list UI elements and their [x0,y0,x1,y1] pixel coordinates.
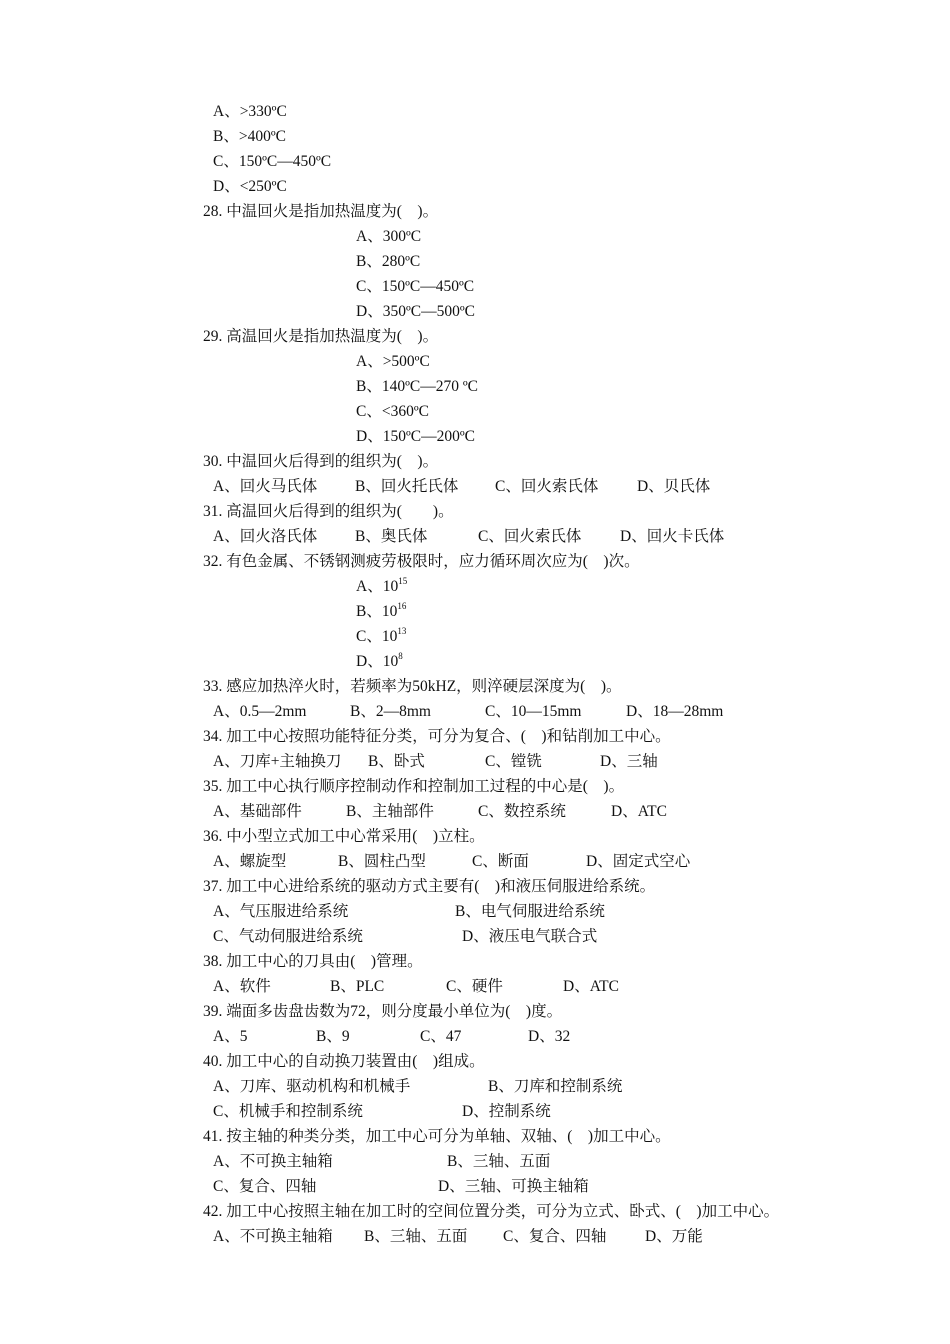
option-36-d: D、固定式空心 [586,853,691,870]
option-40-d: D、控制系统 [462,1103,551,1120]
option-38-b: B、PLC [330,978,385,995]
option-37-a: A、气压服进给系统 [213,903,349,920]
option-42-c: C、复合、四轴 [503,1228,607,1245]
question-33: 33. 感应加热淬火时，若频率为50kHZ，则淬硬层深度为( )。 [203,678,622,695]
option-32-d: D、$10^8$ [356,651,403,670]
option-40-b: B、刀库和控制系统 [488,1078,623,1095]
option-27-c: C、150ºC—450ºC [213,153,332,170]
option-30-b: B、回火托氏体 [355,478,459,495]
option-40-a: A、刀库、驱动机构和机械手 [213,1078,411,1095]
option-31-d: D、回火卡氏体 [620,528,725,545]
question-30: 30. 中温回火后得到的组织为( )。 [203,453,439,470]
exponent: 8 [398,651,403,661]
option-33-a: A、0.5—2mm [213,703,307,720]
option-34-a: A、刀库+主轴换刀 [213,753,342,770]
option-29-b: B、140ºC—270 ºC [356,378,479,395]
option-41-b: B、三轴、五面 [447,1153,551,1170]
question-40: 40. 加工中心的自动换刀装置由( )组成。 [203,1053,485,1070]
option-41-c: C、复合、四轴 [213,1178,317,1195]
option-42-d: D、万能 [645,1228,703,1245]
option-40-c: C、机械手和控制系统 [213,1103,363,1120]
option-35-c: C、数控系统 [478,803,566,820]
question-37: 37. 加工中心进给系统的驱动方式主要有( )和液压伺服进给系统。 [203,878,656,895]
option-35-d: D、ATC [611,803,667,820]
option-31-c: C、回火索氏体 [478,528,582,545]
question-28: 28. 中温回火是指加热温度为( )。 [203,203,439,220]
option-39-d: D、32 [528,1028,571,1045]
question-31: 31. 高温回火后得到的组织为( )。 [203,503,454,520]
question-29: 29. 高温回火是指加热温度为( )。 [203,328,439,345]
option-31-b: B、奥氏体 [355,528,428,545]
option-37-b: B、电气伺服进给系统 [455,903,605,920]
option-30-c: C、回火索氏体 [495,478,599,495]
option-42-a: A、不可换主轴箱 [213,1228,333,1245]
question-42: 42. 加工中心按照主轴在加工时的空间位置分类，可分为立式、卧式、( )加工中心。 [203,1203,780,1220]
option-28-b: B、280ºC [356,253,421,270]
question-32: 32. 有色金属、不锈钢测疲劳极限时，应力循环周次应为( )次。 [203,553,640,570]
option-36-a: A、螺旋型 [213,853,287,870]
question-38: 38. 加工中心的刀具由( )管理。 [203,953,423,970]
question-36: 36. 中小型立式加工中心常采用( )立柱。 [203,828,485,845]
exponent: 13 [397,626,407,636]
option-28-a: A、300ºC [356,228,422,245]
option-30-d: D、贝氏体 [637,478,711,495]
option-29-d: D、150ºC—200ºC [356,428,475,445]
question-39: 39. 端面多齿盘齿数为72，则分度最小单位为( )度。 [203,1003,563,1020]
option-34-b: B、卧式 [368,753,425,770]
question-41: 41. 按主轴的种类分类，加工中心可分为单轴、双轴、( )加工中心。 [203,1128,671,1145]
option-39-a: A、5 [213,1028,248,1045]
option-34-c: C、镗铣 [485,753,542,770]
option-31-a: A、回火洛氏体 [213,528,318,545]
option-36-b: B、圆柱凸型 [338,853,426,870]
question-35: 35. 加工中心执行顺序控制动作和控制加工过程的中心是( )。 [203,778,625,795]
option-36-c: C、断面 [472,853,529,870]
option-39-c: C、47 [420,1028,462,1045]
option-38-c: C、硬件 [446,978,503,995]
option-27-a: A、>330ºC [213,103,287,120]
option-27-b: B、>400ºC [213,128,286,145]
option-35-a: A、基础部件 [213,803,302,820]
option-39-b: B、9 [316,1028,350,1045]
exponent: 15 [398,576,408,586]
option-41-a: A、不可换主轴箱 [213,1153,333,1170]
option-32-a: A、$10^{15}$ [356,576,408,595]
option-32-b: B、$10^{16}$ [356,601,407,620]
option-33-c: C、10—15mm [485,703,582,720]
option-33-d: D、18—28mm [626,703,724,720]
option-28-d: D、350ºC—500ºC [356,303,475,320]
option-37-c: C、气动伺服进给系统 [213,928,363,945]
option-28-c: C、150ºC—450ºC [356,278,475,295]
option-38-a: A、软件 [213,978,271,995]
option-29-c: C、<360ºC [356,403,429,420]
option-30-a: A、回火马氏体 [213,478,318,495]
option-35-b: B、主轴部件 [346,803,434,820]
question-34: 34. 加工中心按照功能特征分类，可分为复合、( )和钻削加工中心。 [203,728,671,745]
option-33-b: B、2—8mm [350,703,431,720]
option-41-d: D、三轴、可换主轴箱 [438,1178,589,1195]
option-37-d: D、液压电气联合式 [462,928,598,945]
option-42-b: B、三轴、五面 [364,1228,468,1245]
option-38-d: D、ATC [563,978,619,995]
option-34-d: D、三轴 [600,753,658,770]
option-27-d: D、<250ºC [213,178,287,195]
option-29-a: A、>500ºC [356,353,430,370]
exponent: 16 [397,601,407,611]
option-32-c: C、$10^{13}$ [356,626,407,645]
